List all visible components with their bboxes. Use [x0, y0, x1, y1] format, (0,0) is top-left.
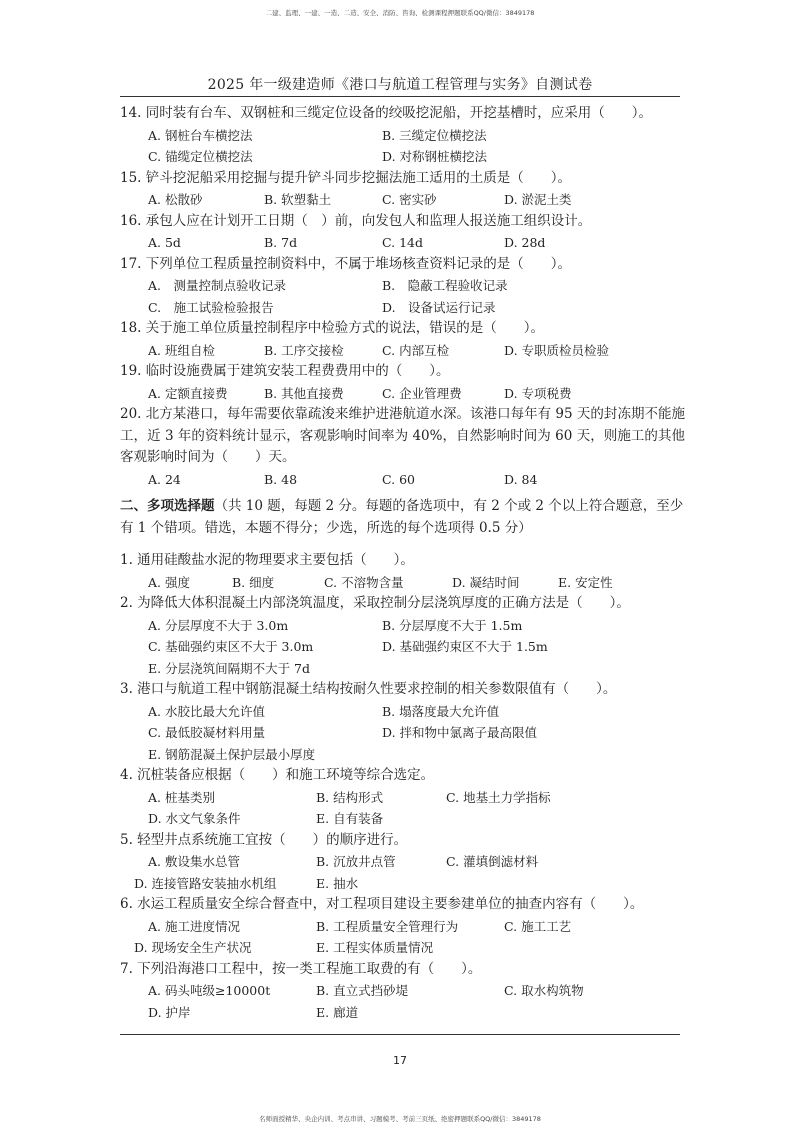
option-b: B. 分层厚度不大于 1.5m — [382, 617, 523, 633]
option-d: D. 现场安全生产状况 — [134, 940, 252, 955]
option-c: C. 施工工艺 — [504, 918, 572, 934]
option-c: C. 14d — [382, 235, 423, 250]
question-text: 14. 同时装有台车、双钢桩和三缆定位设备的绞吸挖泥船，开挖基槽时，应采用（ ）。 — [120, 105, 653, 121]
option-b: B. 直立式挡砂堤 — [316, 983, 409, 998]
option-b: B. 隐蔽工程验收记录 — [382, 278, 508, 293]
option-c: C. 60 — [382, 471, 415, 487]
option-b: B. 细度 — [232, 574, 275, 590]
option-c: C. 密实砂 — [382, 192, 437, 207]
option-e: E. 自有装备 — [316, 811, 384, 826]
option-row — [120, 615, 690, 637]
multi-question-5 — [120, 830, 690, 895]
option-a: A. 桩基类别 — [148, 789, 215, 805]
top-banner: 二建、监理、一建、一造、二造、安全、消防、咨询、检测课程押题联系QQ/微信：3849178 — [265, 9, 535, 17]
option-d: D. 专项税费 — [504, 385, 572, 401]
multi-question-2 — [120, 593, 690, 679]
option-e: E. 钢筋混凝土保护层最小厚度 — [148, 746, 316, 762]
multi-question-6 — [120, 894, 690, 959]
question-18 — [120, 318, 690, 361]
option-c: C. 内部互检 — [382, 342, 450, 358]
question-19 — [120, 361, 690, 404]
question-text: 5. 轻型井点系统施工宜按（ ）的顺序进行。 — [120, 831, 408, 848]
option-row — [120, 1002, 690, 1024]
option-b: B. 软塑黏土 — [264, 192, 332, 207]
option-row — [120, 232, 690, 254]
question-text: 16. 承包人应在计划开工日期（ ）前，向发包人和监理人报送施工组织设计。 — [120, 212, 592, 229]
option-d: D. 基础强约束区不大于 1.5m — [382, 639, 548, 654]
question-16 — [120, 211, 690, 254]
option-a: A. 水胶比最大允许值 — [148, 703, 265, 719]
option-c: C. 基础强约束区不大于 3.0m — [148, 639, 314, 654]
option-c: C. 取水构筑物 — [504, 983, 584, 998]
multi-question-3 — [120, 679, 690, 765]
option-row — [120, 722, 690, 744]
question-text: 7. 下列沿海港口工程中，按一类工程施工取费的有（ ）。 — [120, 960, 482, 977]
option-row — [120, 851, 690, 873]
option-a: A. 松散砂 — [148, 192, 203, 207]
option-b: B. 工程质量安全管理行为 — [316, 918, 459, 934]
option-row — [120, 808, 690, 830]
section-title: 二、多项选择题 — [120, 498, 215, 514]
option-c: C. 锚缆定位横挖法 — [148, 149, 253, 164]
option-row — [120, 383, 690, 405]
option-c: C. 施工试验检验报告 — [148, 299, 274, 315]
question-text: 17. 下列单位工程质量控制资料中，不属于堆场核查资料记录的是（ ）。 — [120, 255, 572, 272]
option-row — [120, 636, 690, 658]
option-row — [120, 701, 690, 723]
option-a: A. 敷设集水总管 — [148, 854, 240, 869]
question-text: 18. 关于施工单位质量控制程序中检验方式的说法，错误的是（ ）。 — [120, 320, 545, 336]
option-b: B. 其他直接费 — [264, 385, 344, 401]
option-row — [120, 916, 690, 938]
option-row — [120, 658, 690, 680]
footer-divider — [120, 1034, 680, 1035]
option-a: A. 5d — [148, 235, 181, 250]
option-a: A. 施工进度情况 — [148, 918, 240, 934]
option-b: B. 结构形式 — [316, 789, 384, 805]
option-a: A. 分层厚度不大于 3.0m — [148, 617, 289, 633]
section-multiple-choice-heading — [120, 496, 685, 539]
option-b: B. 48 — [264, 471, 298, 487]
option-b: B. 7d — [264, 235, 298, 250]
option-row — [120, 787, 690, 809]
question-15 — [120, 168, 690, 211]
option-e: E. 抽水 — [316, 875, 359, 891]
question-14 — [120, 103, 690, 168]
option-e: E. 工程实体质量情况 — [316, 940, 434, 955]
question-text: 1. 通用硅酸盐水泥的物理要求主要包括（ ）。 — [120, 552, 414, 568]
option-row — [120, 146, 690, 168]
page-header-title: 2025 年一级建造师《港口与航道工程管理与实务》自测试卷 — [207, 77, 593, 93]
option-row — [120, 873, 690, 895]
option-row — [120, 980, 690, 1002]
multi-question-4 — [120, 765, 690, 830]
option-c: C. 最低胶凝材料用量 — [148, 725, 266, 740]
option-row — [120, 189, 690, 211]
question-text: 2. 为降低大体积混凝土内部浇筑温度，采取控制分层浇筑厚度的正确方法是（ ）。 — [120, 595, 630, 611]
bottom-banner: 名师面授精华、央企内训、考点串讲、习题模考、考前三页纸、绝密押题联系QQ/微信：3849178 — [259, 1115, 541, 1123]
option-a: A. 测量控制点验收记录 — [148, 278, 287, 293]
option-d: D. 护岸 — [148, 1004, 191, 1020]
option-row — [120, 469, 690, 491]
option-e: E. 分层浇筑间隔期不大于 7d — [148, 660, 310, 676]
question-text: 19. 临时设施费属于建筑安装工程费费用中的（ ）。 — [120, 363, 450, 379]
multi-question-1 — [120, 550, 690, 593]
option-a: A. 钢桩台车横挖法 — [148, 127, 253, 143]
multi-question-7 — [120, 959, 690, 1024]
option-row — [120, 125, 690, 147]
option-c: C. 地基土力学指标 — [446, 789, 551, 805]
option-row — [120, 340, 690, 362]
option-d: D. 淤泥土类 — [504, 192, 572, 207]
option-d: D. 凝结时间 — [452, 574, 520, 590]
option-b: B. 沉放井点管 — [316, 854, 396, 869]
question-text: 4. 沉桩装备应根据（ ）和施工环境等综合选定。 — [120, 767, 435, 783]
option-b: B. 塌落度最大允许值 — [382, 703, 500, 719]
exam-content — [120, 103, 690, 1023]
option-a: A. 强度 — [148, 574, 190, 590]
option-e: E. 安定性 — [558, 574, 613, 590]
question-text: 6. 水运工程质量安全综合督查中，对工程项目建设主要参建单位的抽查内容有（ ）。 — [120, 896, 644, 912]
question-20 — [120, 404, 690, 490]
option-d: D. 设备试运行记录 — [382, 299, 496, 315]
option-c: C. 不溶物含量 — [324, 574, 404, 590]
question-17 — [120, 254, 690, 319]
option-a: A. 定额直接费 — [148, 385, 228, 401]
question-text: 20. 北方某港口，每年需要依靠疏浚来维护进港航道水深。该港口每年有 95 天的封冻期不能施工，近 3 年的资料统计显示，客观影响时间率为 40%，自然影响时间为 60 天，则施工的其他客观影响时间为（ ）天。 — [120, 406, 685, 465]
question-text: 3. 港口与航道工程中钢筋混凝土结构按耐久性要求控制的相关参数限值有（ ）。 — [120, 681, 617, 697]
option-d: D. 专职质检员检验 — [504, 342, 610, 358]
option-d: D. 连接管路安装抽水机组 — [134, 875, 277, 891]
option-b: B. 工序交接检 — [264, 342, 344, 358]
option-a: A. 班组自检 — [148, 342, 215, 358]
option-a: A. 24 — [148, 471, 181, 487]
option-row — [120, 937, 690, 959]
option-row — [120, 275, 690, 297]
option-d: D. 84 — [504, 471, 538, 487]
option-c: C. 企业管理费 — [382, 385, 462, 401]
option-row — [120, 572, 690, 594]
option-row — [120, 744, 690, 766]
option-d: D. 拌和物中氯离子最高限值 — [382, 725, 538, 740]
question-text: 15. 铲斗挖泥船采用挖掘与提升铲斗同步挖掘法施工适用的土质是（ ）。 — [120, 169, 572, 186]
page-number: 17 — [393, 1054, 407, 1067]
option-a: A. 码头吨级≥10000t — [148, 983, 271, 998]
header-divider — [120, 96, 680, 97]
option-d: D. 水文气象条件 — [148, 811, 241, 826]
option-row — [120, 297, 690, 319]
option-b: B. 三缆定位横挖法 — [382, 127, 487, 143]
section-description: （共 10 题，每题 2 分。每题的备选项中，有 2 个或 2 个以上符合题意，至少有 1 个错项。错选，本题不得分；少选，所选的每个选项得 0.5 分） — [120, 498, 684, 536]
option-d: D. 对称钢桩横挖法 — [382, 149, 488, 164]
option-d: D. 28d — [504, 235, 546, 250]
option-e: E. 廊道 — [316, 1004, 359, 1020]
option-c: C. 灌填倒滤材料 — [446, 854, 539, 869]
